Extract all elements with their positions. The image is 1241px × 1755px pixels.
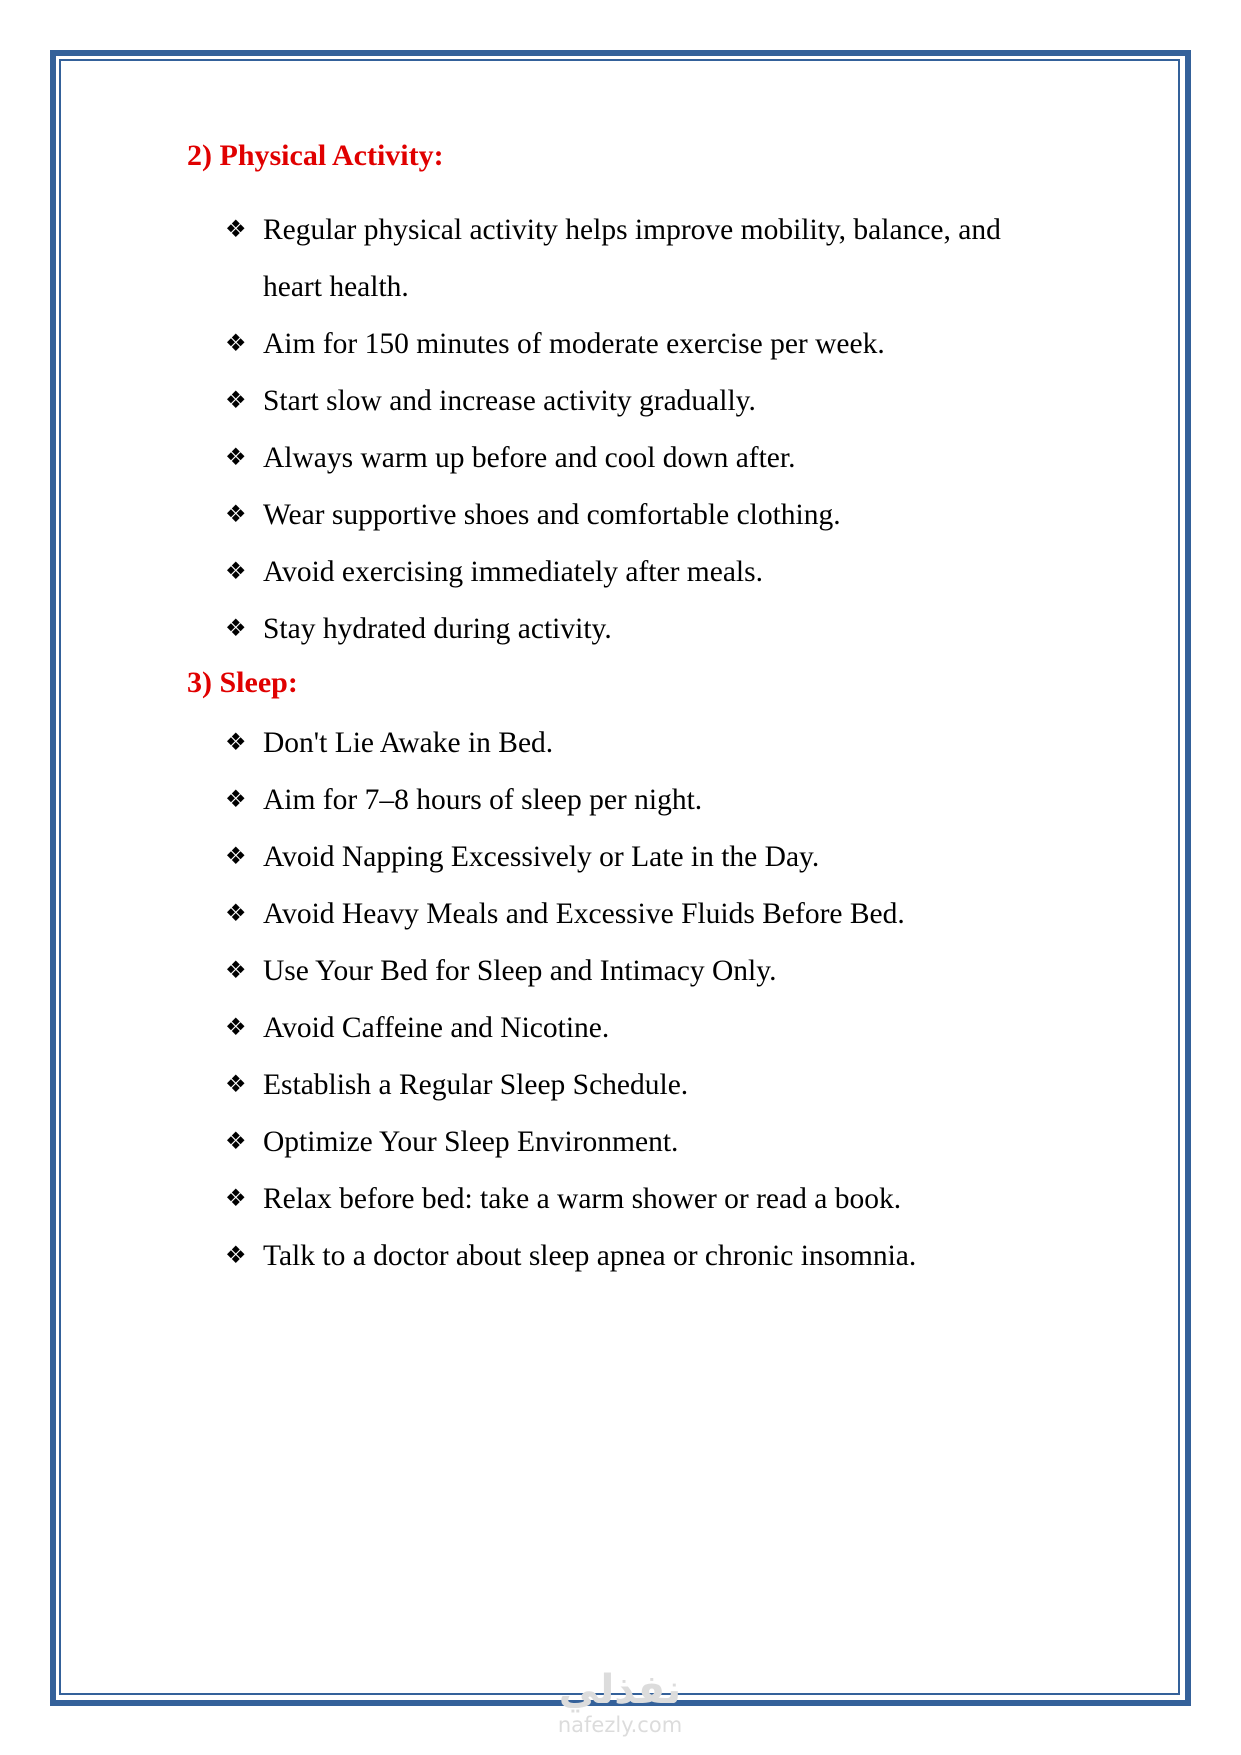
watermark-logo-arabic: نفذلي	[558, 1667, 682, 1713]
list-item: ❖ Avoid Napping Excessively or Late in the Day.	[187, 829, 1087, 886]
list-item: ❖ Use Your Bed for Sleep and Intimacy Only.	[187, 943, 1087, 1000]
list-item: ❖ Optimize Your Sleep Environment.	[187, 1114, 1087, 1171]
diamond-bullet-icon: ❖	[225, 958, 247, 984]
section-heading-sleep: 3) Sleep:	[187, 666, 298, 699]
watermark-domain: nafezly.com	[557, 1713, 683, 1737]
diamond-bullet-icon: ❖	[225, 1243, 247, 1269]
list-item: ❖ Always warm up before and cool down after.	[187, 430, 1087, 487]
diamond-bullet-icon: ❖	[225, 1129, 247, 1155]
list-item: ❖ Start slow and increase activity gradually.	[187, 373, 1087, 430]
list-item: ❖ Talk to a doctor about sleep apnea or chronic insomnia.	[187, 1228, 1087, 1285]
diamond-bullet-icon: ❖	[225, 388, 247, 414]
diamond-bullet-icon: ❖	[225, 616, 247, 642]
list-item: ❖ Stay hydrated during activity.	[187, 601, 1087, 658]
section-heading-physical-activity: 2) Physical Activity:	[187, 139, 444, 172]
list-item: ❖ Wear supportive shoes and comfortable clothing.	[187, 487, 1087, 544]
watermark	[540, 1668, 700, 1738]
list-item: ❖ Aim for 7–8 hours of sleep per night.	[187, 772, 1087, 829]
list-item: ❖ Establish a Regular Sleep Schedule.	[187, 1057, 1087, 1114]
diamond-bullet-icon: ❖	[225, 1186, 247, 1212]
diamond-bullet-icon: ❖	[225, 217, 247, 243]
diamond-bullet-icon: ❖	[225, 844, 247, 870]
diamond-bullet-icon: ❖	[225, 331, 247, 357]
list-item: ❖ Avoid Caffeine and Nicotine.	[187, 1000, 1087, 1057]
diamond-bullet-icon: ❖	[225, 787, 247, 813]
list-item: ❖ Don't Lie Awake in Bed.	[187, 715, 1087, 772]
list-item: ❖ Relax before bed: take a warm shower or read a book.	[187, 1171, 1087, 1228]
document-content	[187, 139, 1087, 1285]
list-item: ❖ Regular physical activity helps improve mobility, balance, and heart health.	[187, 202, 1087, 316]
sleep-list	[187, 715, 1087, 1285]
diamond-bullet-icon: ❖	[225, 445, 247, 471]
diamond-bullet-icon: ❖	[225, 559, 247, 585]
diamond-bullet-icon: ❖	[225, 901, 247, 927]
list-item: ❖ Avoid Heavy Meals and Excessive Fluids Before Bed.	[187, 886, 1087, 943]
diamond-bullet-icon: ❖	[225, 502, 247, 528]
diamond-bullet-icon: ❖	[225, 1072, 247, 1098]
list-item: ❖ Avoid exercising immediately after meals.	[187, 544, 1087, 601]
diamond-bullet-icon: ❖	[225, 1015, 247, 1041]
physical-activity-list	[187, 202, 1087, 658]
list-item: ❖ Aim for 150 minutes of moderate exercise per week.	[187, 316, 1087, 373]
diamond-bullet-icon: ❖	[225, 730, 247, 756]
